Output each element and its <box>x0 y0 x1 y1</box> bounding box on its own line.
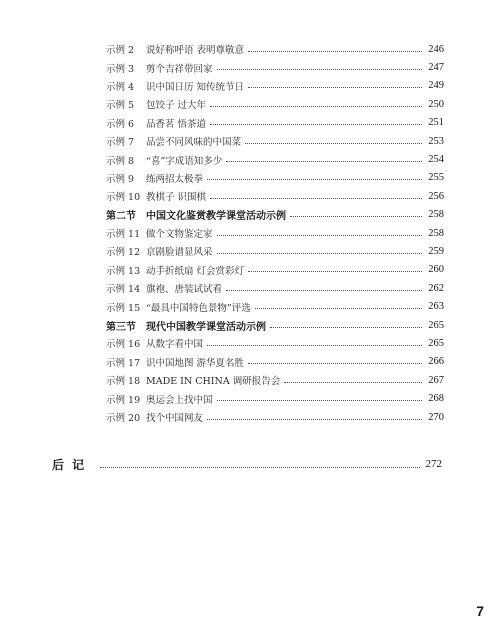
toc-entry[interactable] <box>106 371 444 389</box>
entry-title: 找个中国网友 <box>146 413 204 424</box>
example-number: 示例 16 <box>106 339 141 351</box>
example-number: 示例 3 <box>106 63 135 75</box>
toc-entry[interactable] <box>106 408 444 426</box>
dot-leader <box>248 51 422 52</box>
dot-leader <box>207 179 422 180</box>
dot-leader <box>207 345 422 346</box>
dot-leader <box>245 143 422 144</box>
example-number: 示例 11 <box>106 229 141 241</box>
dot-leader <box>217 235 422 236</box>
dot-leader <box>248 363 422 364</box>
page-ref: 246 <box>428 43 444 55</box>
entry-title: 动手折纸扇 灯会赏彩灯 <box>146 265 245 277</box>
example-number: 示例 13 <box>106 265 141 277</box>
toc-entry[interactable] <box>106 242 444 260</box>
entry-title: 说好称呼语 表明尊敬意 <box>146 45 245 57</box>
page-ref: 260 <box>428 264 444 276</box>
page-ref: 258 <box>428 209 444 221</box>
example-number: 示例 4 <box>106 81 135 93</box>
dot-leader <box>248 271 422 272</box>
example-number: 示例 10 <box>106 192 141 204</box>
toc-entry[interactable] <box>106 297 444 315</box>
page-ref: 267 <box>428 374 444 386</box>
toc-section-heading[interactable] <box>106 316 444 334</box>
example-number: 示例 17 <box>106 357 141 369</box>
entry-title: 做个文物鉴定家 <box>146 229 213 241</box>
page-ref: 265 <box>428 319 444 331</box>
page-ref: 265 <box>428 337 444 349</box>
dot-leader <box>226 161 422 162</box>
toc-entry[interactable] <box>106 279 444 297</box>
dot-leader <box>255 308 422 309</box>
page-ref: 250 <box>428 98 444 110</box>
toc-entry[interactable] <box>106 40 444 58</box>
dot-leader <box>217 253 422 254</box>
entry-title: 教棋子 识围棋 <box>146 192 207 204</box>
example-number: 示例 9 <box>106 173 135 185</box>
dot-leader <box>248 87 422 88</box>
page-ref: 253 <box>428 135 444 147</box>
dot-leader <box>100 467 420 468</box>
dot-leader <box>284 382 422 383</box>
toc-entry[interactable] <box>106 169 444 187</box>
page-ref: 263 <box>428 301 444 313</box>
example-number: 示例 8 <box>106 155 135 167</box>
example-number: 示例 6 <box>106 118 135 130</box>
toc-section-heading[interactable] <box>106 206 444 224</box>
dot-leader <box>210 106 422 107</box>
entry-title: “最具中国特色景物”评选 <box>146 302 251 314</box>
dot-leader <box>210 198 422 199</box>
entry-title: 品香茗 悟茶道 <box>146 118 207 130</box>
toc-entry[interactable] <box>106 389 444 407</box>
page-ref: 256 <box>428 190 444 202</box>
section-number: 第三节 <box>106 321 136 333</box>
dot-leader <box>210 124 422 125</box>
entry-title: “喜”字成语知多少 <box>146 155 223 167</box>
toc-entry[interactable] <box>106 334 444 352</box>
example-number: 示例 15 <box>106 302 141 314</box>
section-title: 现代中国教学课堂活动示例 <box>146 321 266 333</box>
entry-title: 品尝不同风味的中国菜 <box>146 137 242 149</box>
entry-title: 剪个吉祥带回家 <box>146 63 213 75</box>
toc-entry[interactable] <box>106 58 444 76</box>
entry-title: 京剧脸谱显风采 <box>146 247 213 259</box>
toc-entry[interactable] <box>106 114 444 132</box>
page-ref: 266 <box>428 356 444 368</box>
section-title: 中国文化鉴赏教学课堂活动示例 <box>146 211 286 223</box>
entry-title: MADE IN CHINA 调研报告会 <box>146 376 281 388</box>
example-number: 示例 7 <box>106 137 135 149</box>
entry-title: 从数字看中国 <box>146 339 204 351</box>
dot-leader <box>290 216 422 217</box>
page-ref: 258 <box>428 227 444 239</box>
section-number: 第二节 <box>106 211 136 223</box>
page-ref: 262 <box>428 282 444 294</box>
entry-title: 识中国日历 知传统节日 <box>146 81 245 93</box>
example-number: 示例 2 <box>106 45 135 57</box>
page-ref: 255 <box>428 172 444 184</box>
example-number: 示例 20 <box>106 413 141 424</box>
page-number: 7 <box>476 603 484 619</box>
toc-entry[interactable] <box>106 132 444 150</box>
page-ref: 268 <box>428 393 444 405</box>
afterword-page: 272 <box>425 458 442 470</box>
toc-entry[interactable] <box>106 150 444 168</box>
toc-entry-afterword[interactable] <box>52 454 442 474</box>
dot-leader <box>217 400 422 401</box>
toc-entry[interactable] <box>106 187 444 205</box>
page-ref: 249 <box>428 80 444 92</box>
entry-title: 识中国地图 游华夏名胜 <box>146 357 245 369</box>
table-of-contents <box>106 40 444 426</box>
toc-entry[interactable] <box>106 353 444 371</box>
dot-leader <box>226 290 422 291</box>
dot-leader <box>270 327 422 328</box>
dot-leader <box>217 69 422 70</box>
example-number: 示例 14 <box>106 284 141 296</box>
afterword-title: 后 记 <box>52 457 87 472</box>
page-ref: 254 <box>428 154 444 166</box>
toc-entry[interactable] <box>106 95 444 113</box>
page-ref: 251 <box>428 117 444 129</box>
example-number: 示例 5 <box>106 100 135 112</box>
entry-title: 奥运会上找中国 <box>146 394 213 406</box>
example-number: 示例 12 <box>106 247 141 259</box>
entry-title: 包饺子 过大年 <box>146 100 207 112</box>
dot-leader <box>207 419 422 420</box>
example-number: 示例 18 <box>106 376 141 388</box>
page-ref: 270 <box>428 411 444 423</box>
page-ref: 247 <box>428 62 444 74</box>
toc-entry[interactable] <box>106 77 444 95</box>
toc-entry[interactable] <box>106 224 444 242</box>
entry-title: 练两招太极拳 <box>146 173 204 185</box>
example-number: 示例 19 <box>106 394 141 406</box>
entry-title: 旗袍、唐装试试看 <box>146 284 223 296</box>
toc-entry[interactable] <box>106 261 444 279</box>
page-ref: 259 <box>428 245 444 257</box>
